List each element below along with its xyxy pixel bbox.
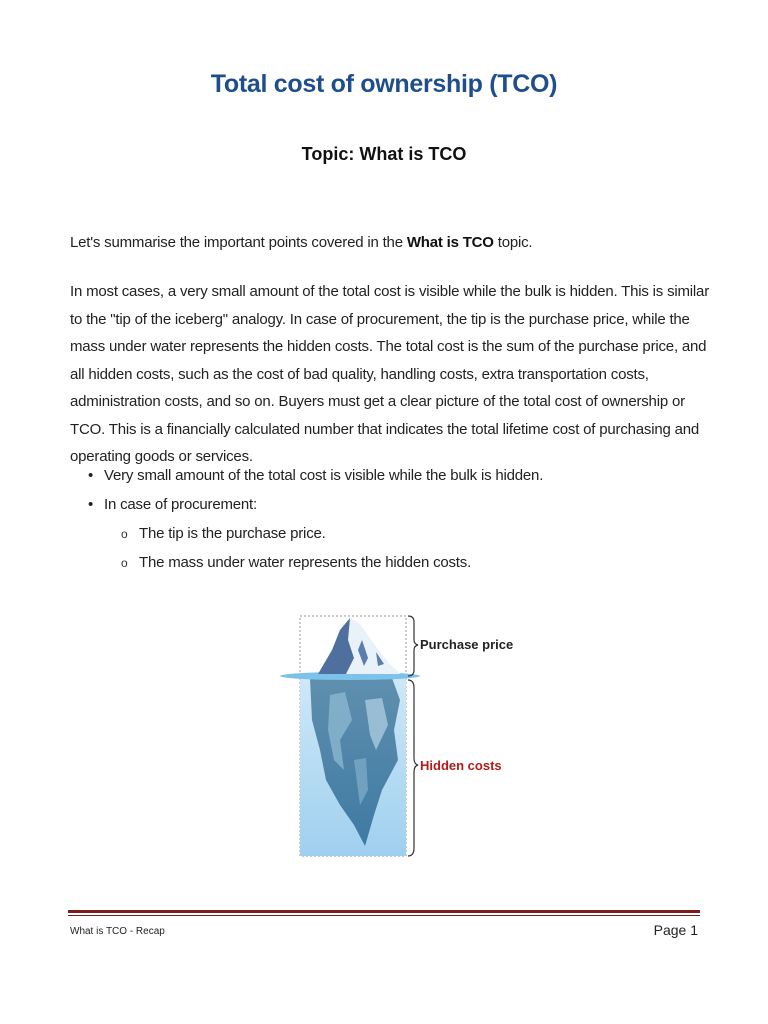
intro-text-after: topic. (493, 234, 533, 251)
iceberg-tip-shadow (318, 618, 354, 674)
list-item: • Very small amount of the total cost is visible while the bulk is hidden. (70, 461, 710, 490)
iceberg-illustration (270, 600, 530, 870)
intro-topic-bold: What is TCO (406, 234, 494, 251)
sub-list-item: o The tip is the purchase price. (70, 519, 710, 548)
page-number: Page 1 (653, 922, 698, 938)
hidden-costs-brace (408, 680, 418, 856)
key-points-list (70, 461, 710, 577)
footer-rule-thin (68, 915, 700, 916)
footer-document-name: What is TCO - Recap (70, 926, 165, 937)
document-title: Total cost of ownership (TCO) (210, 70, 558, 98)
topic-heading: Topic: What is TCO (301, 144, 467, 164)
sub-list-item: o The mass under water represents the hidden costs. (70, 548, 710, 577)
footer-rule-thick (68, 910, 700, 913)
intro-paragraph (70, 229, 710, 257)
hidden-costs-label: Hidden costs (420, 758, 502, 773)
intro-text-before: Let's summarise the important points covered in the (70, 234, 407, 251)
list-item: • In case of procurement: (70, 490, 710, 519)
summary-paragraph: In most cases, a very small amount of the total cost is visible while the bulk is hidden. This is similar to the "tip of the iceberg" analogy. In case of procurement, the tip is the purchase price, while the mass under water represents the hidden costs. The total cost is the sum of the purchase price, and all hidden costs, such as the cost of bad quality, handling costs, extra transportation costs, administration costs, and so on. Buyers must get a clear picture of the total cost of ownership or TCO. This is a financially calculated number that indicates the total lifetime cost of purchasing and operating goods or services. (70, 283, 709, 465)
purchase-price-brace (408, 616, 418, 676)
purchase-price-label: Purchase price (420, 637, 514, 652)
